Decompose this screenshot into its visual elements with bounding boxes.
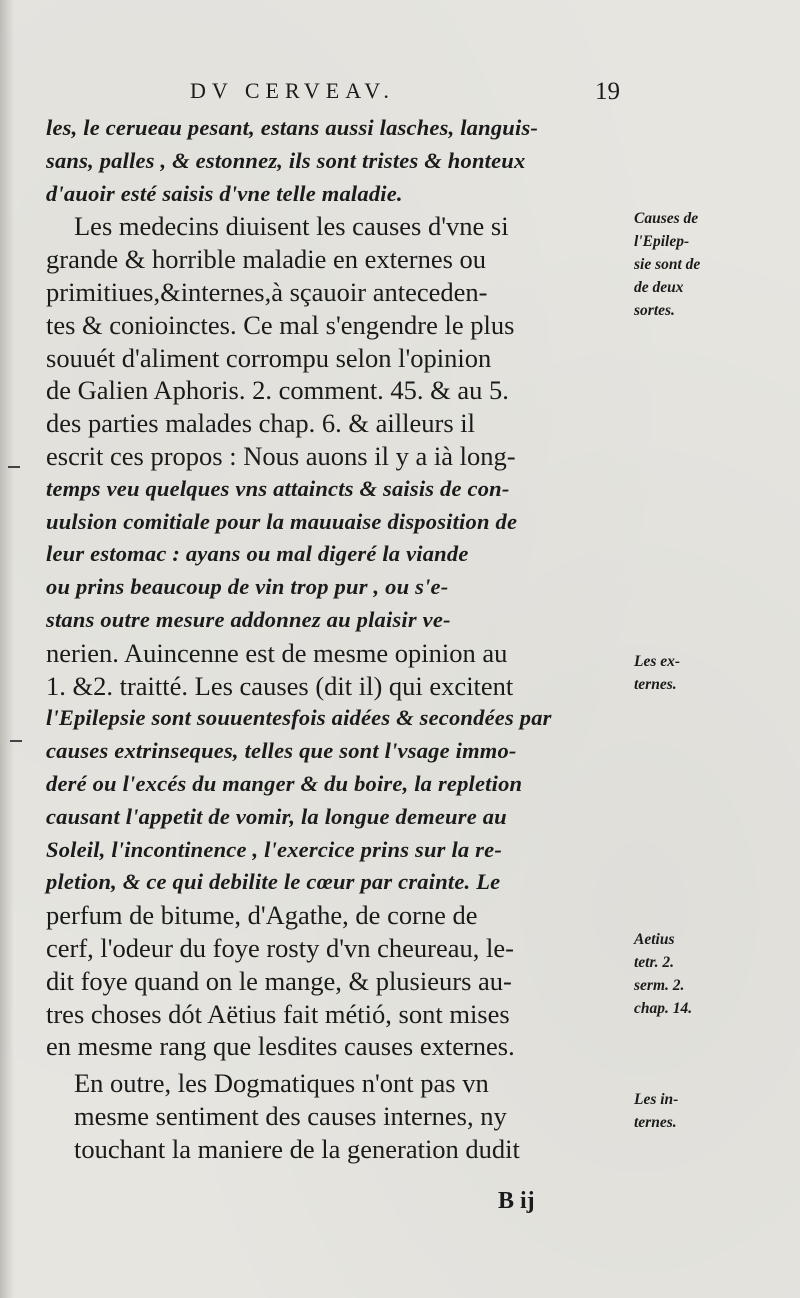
text-line: l'Epilepsie sont souuentesfois aidées & secondées par (46, 705, 552, 731)
text-line: 1. &2. traitté. Les causes (dit il) qui excitent (46, 670, 514, 701)
text-line: escrit ces propos : Nous auons il y a ià long- (46, 440, 516, 471)
margin-note-line: ternes. (634, 676, 677, 693)
text-line: temps veu quelques vns attaincts & saisis de con- (46, 475, 510, 501)
text-line: leur estomac : ayans ou mal digeré la viande (46, 541, 469, 567)
margin-note-line: tetr. 2. (634, 954, 675, 971)
page-header (190, 78, 620, 110)
text-line: deré ou l'excés du manger & du boire, la repletion (46, 770, 523, 796)
text-line: uulsion comitiale pour la mauuaise disposition de (46, 508, 518, 534)
text-line: stans outre mesure addonnez au plaisir ve- (46, 606, 451, 632)
margin-tick (8, 466, 20, 468)
text-line: Soleil, l'incontinence , l'exercice prins sur la re- (46, 836, 503, 862)
text-line: sans, palles , & estonnez, ils sont tristes & honteux (46, 147, 526, 173)
margin-note-line: Aetius (634, 931, 675, 948)
text-line: les, le cerueau pesant, estans aussi lasches, languis- (46, 115, 539, 140)
running-head: DV CERVEAV. (190, 78, 395, 103)
text-line: de Galien Aphoris. 2. comment. 45. & au 5. (46, 375, 509, 406)
text-line: nerien. Auincenne est de mesme opinion au (46, 637, 508, 668)
margin-note-line: Causes de (634, 210, 699, 227)
margin-note-line: serm. 2. (634, 977, 685, 994)
text-line: dit foye quand on le mange, & plusieurs au- (46, 965, 512, 996)
text-line: en mesme rang que lesdites causes externes. (46, 1031, 515, 1062)
margin-note-line: sie sont de (634, 256, 701, 273)
text-line: cerf, l'odeur du foye rosty d'vn cheureau, le- (46, 932, 514, 963)
text-line: mesme sentiment des causes internes, ny (74, 1100, 507, 1131)
text-line: souuét d'aliment corrompu selon l'opinion (46, 342, 492, 373)
text-line: tes & conioinctes. Ce mal s'engendre le plus (46, 309, 515, 340)
margin-note (634, 1088, 774, 1134)
text-line: grande & horrible maladie en externes ou (46, 244, 487, 275)
text-line: causes extrinseques, telles que sont l'vsage immo- (46, 738, 517, 764)
text-line: perfum de bitume, d'Agathe, de corne de (46, 900, 478, 931)
margin-note (634, 928, 774, 1020)
margin-note-line: sortes. (634, 302, 675, 319)
text-line: pletion, & ce qui debilite le cœur par crainte. Le (46, 869, 501, 895)
text-line: d'auoir esté saisis d'vne telle maladie. (46, 180, 403, 206)
main-text-block (46, 112, 634, 1166)
margin-note-line: ternes. (634, 1114, 677, 1131)
text-line: des parties malades chap. 6. & ailleurs il (46, 408, 476, 439)
margin-tick (10, 740, 22, 742)
page-gutter (0, 0, 14, 1298)
margin-note (634, 207, 774, 322)
margin-note-line: chap. 14. (634, 1000, 693, 1017)
signature-mark: B ij (498, 1188, 535, 1214)
text-line: touchant la maniere de la generation dudit (74, 1133, 520, 1164)
text-line: En outre, les Dogmatiques n'ont pas vn (74, 1068, 489, 1099)
margin-note-line: Les in- (634, 1091, 679, 1108)
text-line: primitiues,&internes,à sçauoir anteceden- (46, 276, 488, 307)
margin-note-line: de deux (634, 279, 684, 296)
page-number: 19 (595, 78, 620, 105)
text-line: ou prins beaucoup de vin trop pur , ou s'e- (46, 574, 449, 600)
text-line: Les medecins diuisent les causes d'vne si (74, 211, 509, 242)
margin-note (634, 650, 774, 696)
margin-note-line: Les ex- (634, 653, 681, 670)
text-line: tres choses dót Aëtius fait métió, sont mises (46, 998, 510, 1029)
margin-note-line: l'Epilep- (634, 233, 690, 250)
text-line: causant l'appetit de vomir, la longue demeure au (46, 803, 507, 829)
